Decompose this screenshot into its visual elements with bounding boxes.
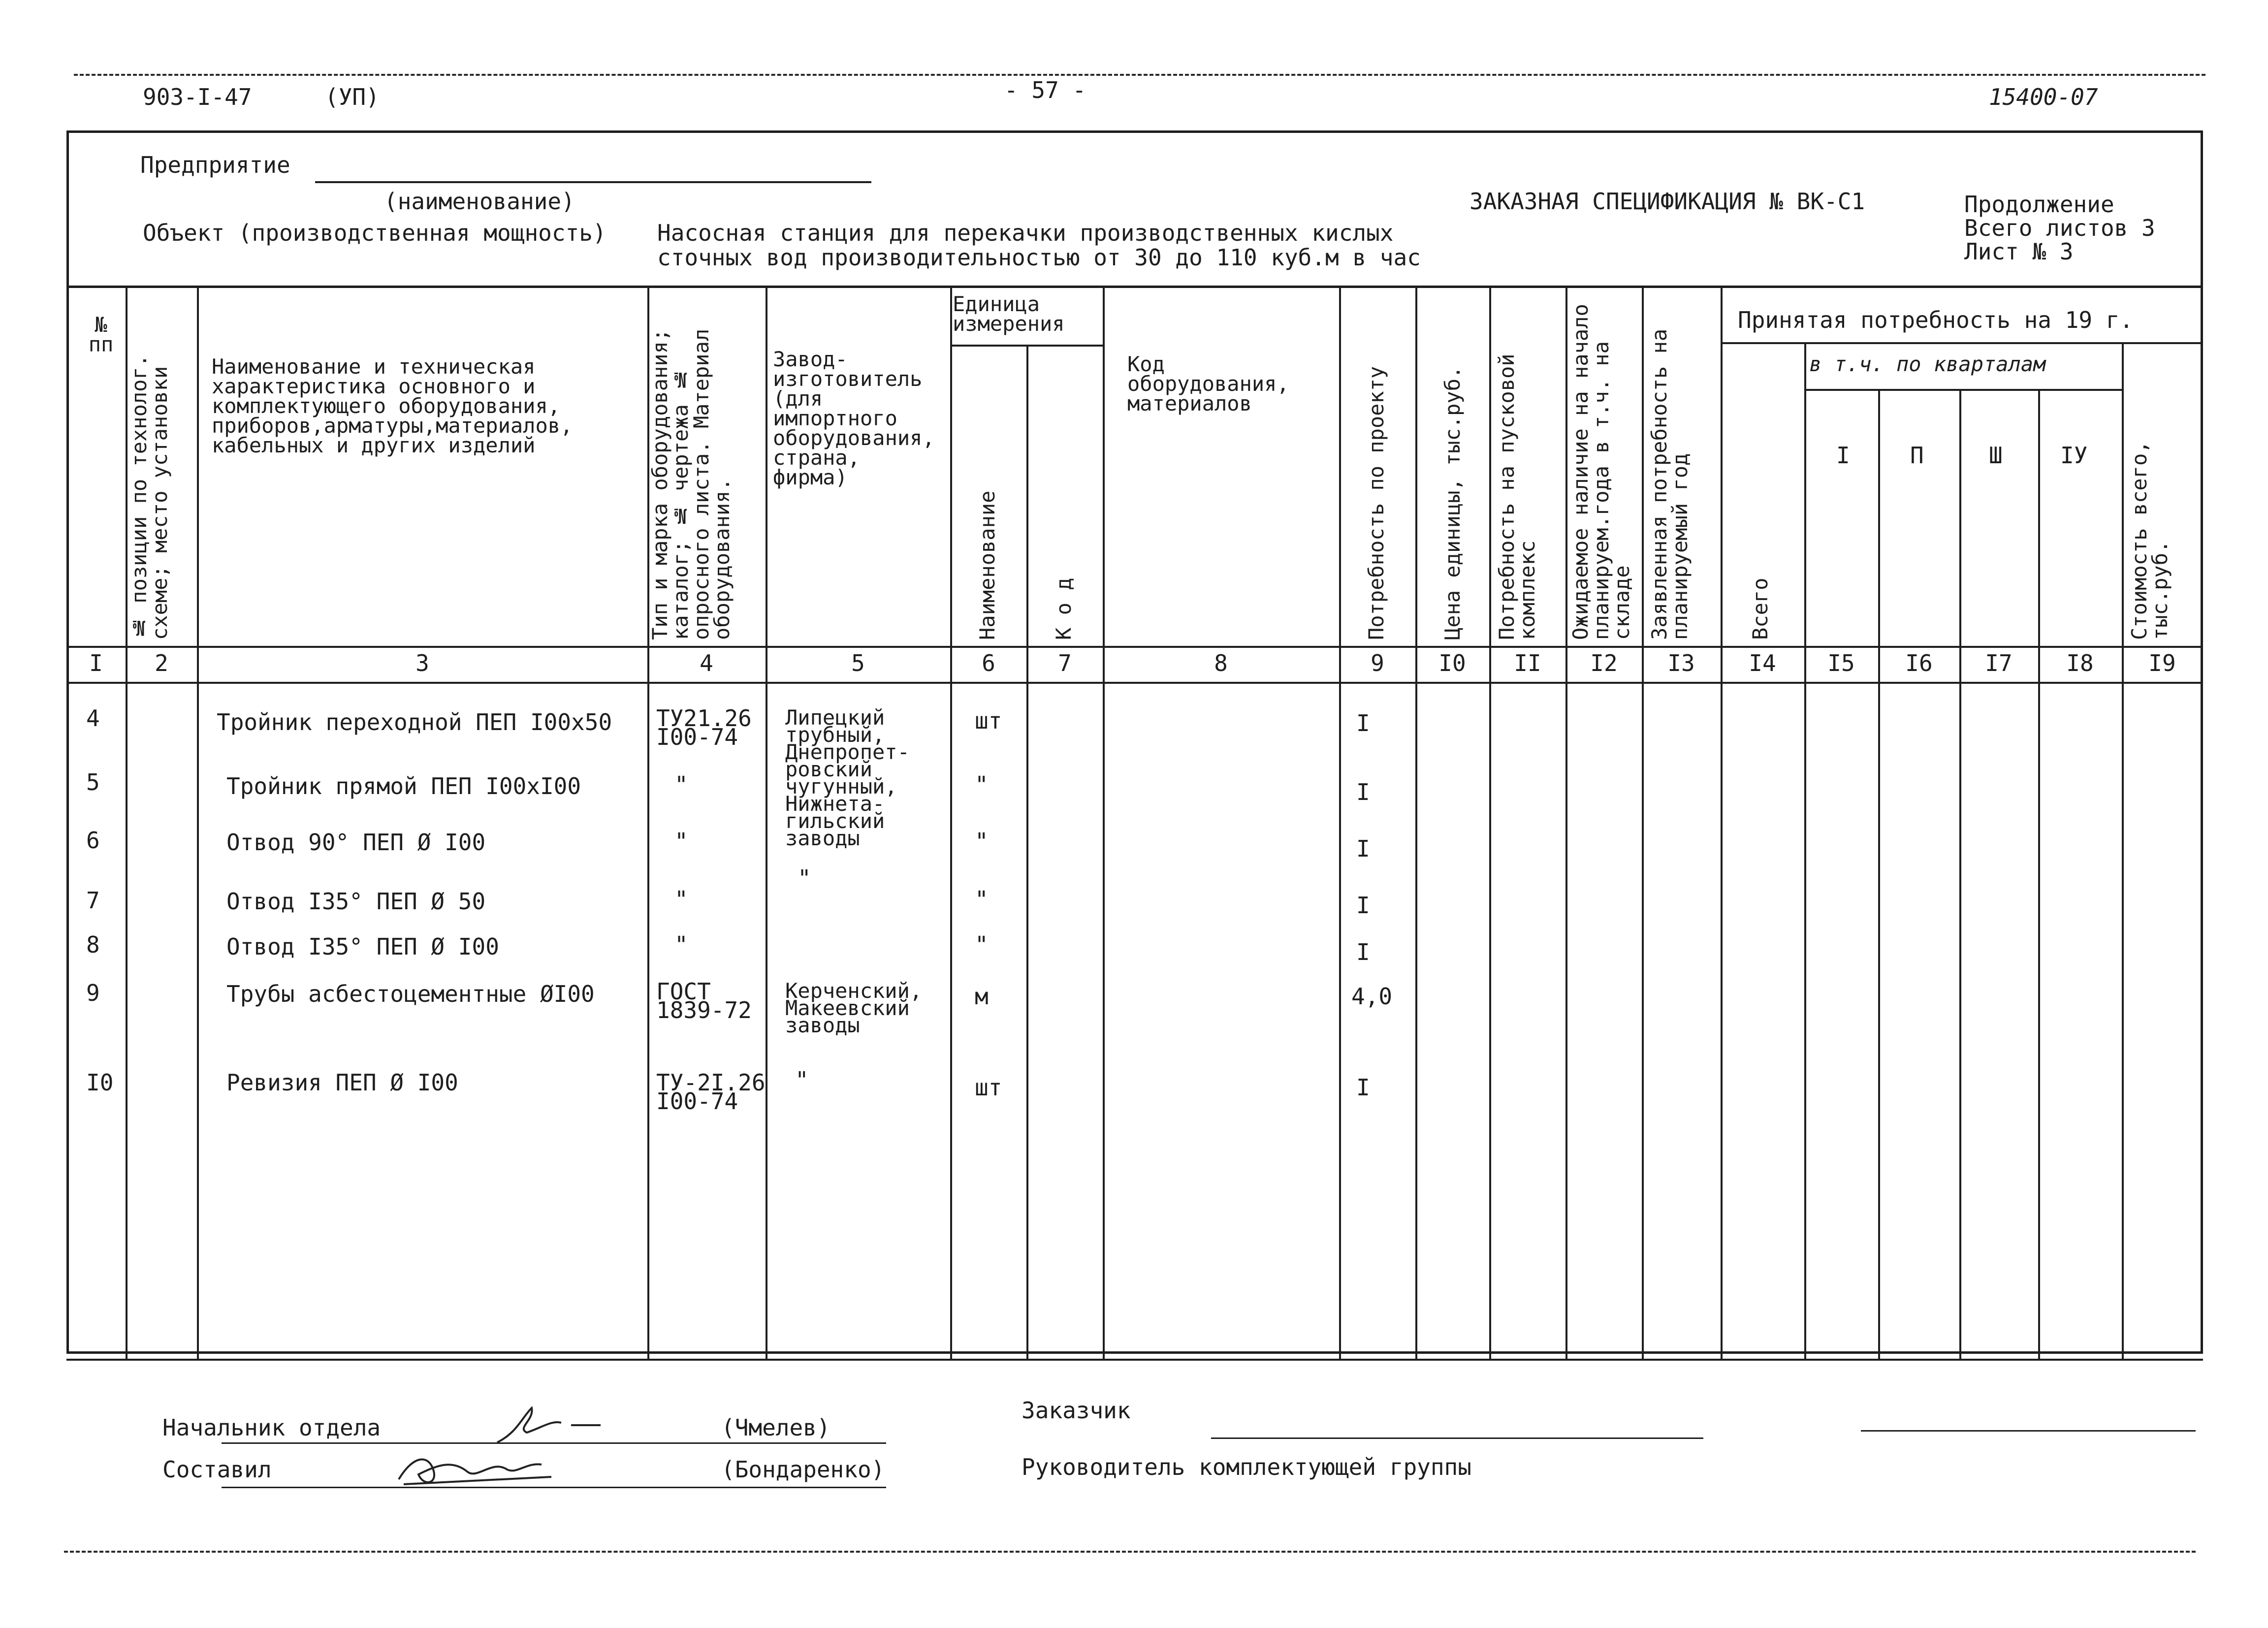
item-qty: I bbox=[1356, 835, 1370, 862]
header-c6: Наименование bbox=[975, 490, 999, 640]
quarters-group-rule bbox=[1804, 389, 2122, 391]
total-sheets: Всего листов 3 bbox=[1964, 215, 2155, 241]
album-code: (УП) bbox=[325, 84, 380, 110]
row-number: 7 bbox=[86, 887, 100, 914]
item-type: " bbox=[674, 886, 688, 913]
col-rule-5 bbox=[950, 286, 952, 1359]
customer-field-line bbox=[1211, 1437, 1703, 1439]
item-qty: I bbox=[1356, 779, 1370, 805]
manufacturer-ditto-2: " bbox=[795, 1067, 809, 1093]
col-number-4: 4 bbox=[700, 650, 713, 676]
header-q3: Ш bbox=[1989, 442, 2003, 469]
header-c1: № пп bbox=[88, 313, 114, 356]
group-head-label: Руководитель комплектующей группы bbox=[1022, 1454, 1471, 1480]
col-number-8: 8 bbox=[1214, 650, 1228, 676]
header-c3: Наименование и техническая характеристика основного и комплектующего оборудования, приборов,арматуры,материалов, кабельных и других изделий bbox=[212, 354, 573, 457]
col-number-10: I0 bbox=[1438, 650, 1466, 676]
item-unit: " bbox=[975, 771, 989, 798]
col-number-5: 5 bbox=[851, 650, 865, 676]
header-c19: Стоимость всего, тыс.руб. bbox=[2127, 441, 2172, 640]
item-name: Отвод I35° ПЕП Ø 50 bbox=[226, 888, 486, 915]
header-q2: П bbox=[1910, 442, 1924, 469]
row-number: 5 bbox=[86, 769, 100, 796]
table-bottom-rule bbox=[66, 1359, 2203, 1361]
spec-title: ЗАКАЗНАЯ СПЕЦИФИКАЦИЯ № ВК-С1 bbox=[1469, 188, 1865, 215]
col-rule-12 bbox=[1642, 286, 1644, 1359]
row-number: 4 bbox=[86, 705, 100, 732]
col-rule-2 bbox=[197, 286, 199, 1359]
item-unit: шт bbox=[975, 707, 1002, 734]
enterprise-field-line bbox=[315, 181, 871, 183]
column-number-bottom-rule bbox=[66, 682, 2203, 684]
row-number: 9 bbox=[86, 980, 100, 1006]
item-qty: I bbox=[1356, 710, 1370, 736]
col-number-9: 9 bbox=[1371, 650, 1384, 676]
dept-head-signature bbox=[487, 1398, 606, 1452]
dept-head-name: (Чмелев) bbox=[721, 1414, 831, 1441]
col-rule-8 bbox=[1339, 286, 1341, 1359]
enterprise-label: Предприятие bbox=[140, 152, 290, 178]
manufacturer-group-1: Липецкий трубный, Днепропет- ровский чугунный, Нижнета- гильский заводы bbox=[785, 705, 910, 850]
item-name: Отвод I35° ПЕП Ø I00 bbox=[226, 933, 499, 960]
accepted-group-rule bbox=[1721, 342, 2203, 344]
compiled-label: Составил bbox=[162, 1456, 272, 1483]
col-number-17: I7 bbox=[1985, 650, 2012, 676]
item-unit: " bbox=[975, 886, 989, 913]
doc-code: 903-I-47 bbox=[143, 84, 252, 110]
group-head-field-line bbox=[1861, 1430, 2196, 1432]
col-rule-14 bbox=[1804, 342, 1806, 1359]
bottom-rule bbox=[64, 1551, 2196, 1553]
header-c4: Тип и марка оборудования; каталог; № чертежа № опросного листа. Материал оборудования. bbox=[648, 328, 734, 640]
header-c7: К о д bbox=[1052, 577, 1076, 640]
header-c9: Потребность по проекту bbox=[1364, 366, 1388, 640]
header-c14: Всего bbox=[1748, 577, 1772, 640]
col-rule-10 bbox=[1489, 286, 1491, 1359]
column-number-top-rule bbox=[66, 646, 2203, 648]
item-type: " bbox=[674, 828, 688, 855]
header-c13: Заявленная потребность на планируемый год bbox=[1647, 328, 1692, 640]
col-number-15: I5 bbox=[1827, 650, 1855, 676]
col-rule-18 bbox=[2122, 342, 2124, 1359]
item-type: " bbox=[674, 931, 688, 958]
row-number: 8 bbox=[86, 931, 100, 958]
header-c10: Цена единицы, тыс.руб. bbox=[1440, 366, 1465, 640]
row-number: I0 bbox=[86, 1069, 114, 1096]
row-number: 6 bbox=[86, 827, 100, 854]
item-qty: I bbox=[1356, 939, 1370, 965]
customer-label: Заказчик bbox=[1022, 1397, 1131, 1424]
col-number-3: 3 bbox=[415, 650, 429, 676]
sheet-code: 15400-07 bbox=[1989, 84, 2098, 110]
header-c8: Код оборудования, материалов bbox=[1127, 352, 1289, 415]
col-number-13: I3 bbox=[1667, 650, 1695, 676]
item-name: Трубы асбестоцементные ØI00 bbox=[226, 981, 595, 1007]
object-label: Объект (производственная мощность) bbox=[143, 220, 607, 246]
object-value-line1: Насосная станция для перекачки производственных кислых bbox=[657, 220, 1394, 246]
item-qty: I bbox=[1356, 1074, 1370, 1101]
col-rule-4 bbox=[766, 286, 767, 1359]
header-unit-group: Единица измерения bbox=[953, 292, 1065, 336]
item-unit: " bbox=[975, 828, 989, 855]
col-number-1: I bbox=[89, 650, 103, 676]
object-value-line2: сточных вод производительностью от 30 до 110 куб.м в час bbox=[657, 244, 1421, 271]
col-rule-16 bbox=[1959, 389, 1961, 1359]
col-number-2: 2 bbox=[155, 650, 168, 676]
col-number-16: I6 bbox=[1905, 650, 1933, 676]
page-number: - 57 - bbox=[1004, 77, 1086, 103]
col-rule-11 bbox=[1565, 286, 1567, 1359]
item-name: Тройник переходной ПЕП I00x50 bbox=[217, 709, 612, 735]
header-c11: Потребность на пусковой комплекс bbox=[1495, 353, 1539, 640]
col-number-18: I8 bbox=[2066, 650, 2094, 676]
item-type: ТУ-2I.26 I00-74 bbox=[656, 1069, 766, 1115]
item-unit: м bbox=[975, 983, 989, 1010]
col-number-14: I4 bbox=[1749, 650, 1776, 676]
dept-head-label: Начальник отдела bbox=[162, 1414, 381, 1441]
col-number-12: I2 bbox=[1590, 650, 1618, 676]
header-c5: Завод-изготовитель (для импортного оборудования, страна, фирма) bbox=[773, 347, 935, 489]
col-rule-17 bbox=[2038, 389, 2040, 1359]
col-number-7: 7 bbox=[1058, 650, 1072, 676]
item-qty: 4,0 bbox=[1351, 983, 1393, 1010]
header-c2: № позиции по технолог. схеме; место установки bbox=[127, 354, 172, 640]
item-unit: " bbox=[975, 931, 989, 958]
col-rule-15 bbox=[1878, 389, 1880, 1359]
item-name: Ревизия ПЕП Ø I00 bbox=[226, 1069, 458, 1096]
dept-head-rule bbox=[222, 1442, 886, 1444]
item-name: Тройник прямой ПЕП I00xI00 bbox=[226, 773, 581, 799]
header-q1: I bbox=[1836, 442, 1850, 469]
sheet-number: Лист № 3 bbox=[1964, 238, 2074, 265]
top-rule bbox=[74, 74, 2205, 76]
manufacturer-ditto-1: " bbox=[798, 865, 811, 892]
col-number-6: 6 bbox=[982, 650, 995, 676]
col-rule-9 bbox=[1415, 286, 1417, 1359]
col-rule-7 bbox=[1103, 286, 1105, 1359]
col-rule-6 bbox=[1026, 345, 1028, 1359]
item-type: " bbox=[674, 771, 688, 798]
table-top-rule bbox=[66, 286, 2203, 288]
manufacturer-group-2: Керченский, Макеевский заводы bbox=[785, 979, 923, 1037]
col-rule-13 bbox=[1721, 286, 1723, 1359]
compiled-rule bbox=[222, 1487, 886, 1488]
header-quarters-group: в т.ч. по кварталам bbox=[1809, 352, 2046, 376]
col-number-19: I9 bbox=[2148, 650, 2176, 676]
item-unit: шт bbox=[975, 1074, 1002, 1101]
item-type: ГОСТ 1839-72 bbox=[656, 978, 752, 1023]
name-hint: (наименование) bbox=[384, 188, 575, 215]
item-type: ТУ21.26 I00-74 bbox=[656, 705, 752, 750]
header-accepted-group: Принятая потребность на 19 г. bbox=[1738, 307, 2134, 333]
compiled-name: (Бондаренко) bbox=[721, 1456, 885, 1483]
continuation: Продолжение bbox=[1964, 191, 2114, 218]
item-qty: I bbox=[1356, 892, 1370, 919]
header-q4: IУ bbox=[2060, 442, 2088, 469]
item-name: Отвод 90° ПЕП Ø I00 bbox=[226, 829, 486, 856]
col-number-11: II bbox=[1514, 650, 1541, 676]
header-c12: Ожидаемое наличие на начало планируем.года в т.ч. на складе bbox=[1568, 304, 1634, 640]
